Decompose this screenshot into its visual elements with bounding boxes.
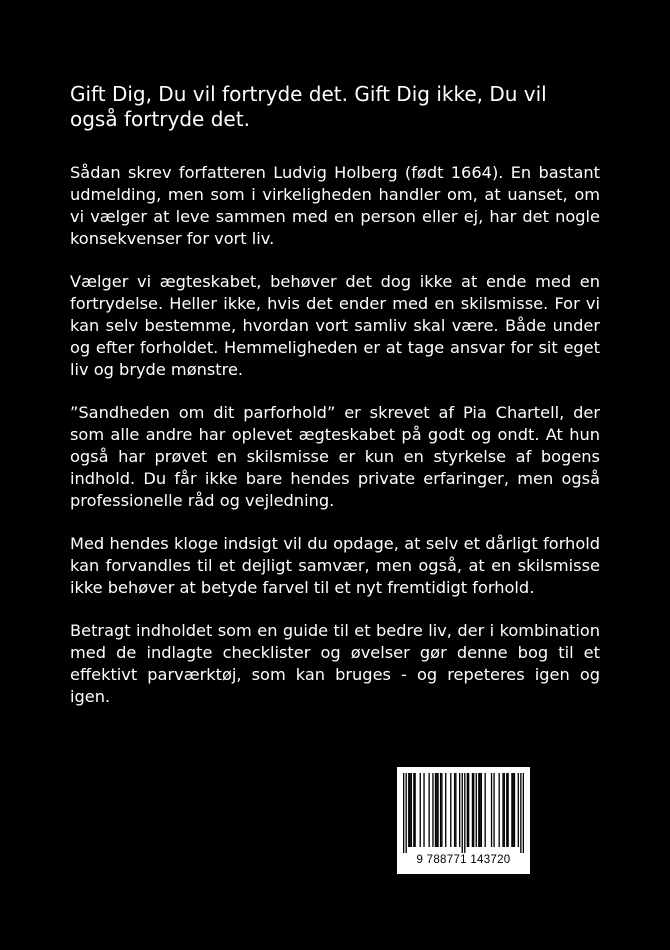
paragraph-3: ”Sandheden om dit parforhold” er skrevet af Pia Chartell, der som alle andre har oplevet ægteskabet på godt og ondt. At hun også har prøvet en skilsmisse er kun en styrkelse af bogens indhold. Du får ikke bare hendes private erfaringer, men også professionelle råd og vejledning. <box>70 403 600 510</box>
barcode-bar <box>441 773 442 847</box>
barcode-bar <box>473 773 474 847</box>
isbn-barcode <box>397 767 530 874</box>
barcode-bar <box>406 773 407 853</box>
paragraph-1: Sådan skrev forfatteren Ludvig Holberg (født 1664). En bastant udmelding, men som i virkeligheden handler om, at uanset, om vi vælger at leve sammen med en person eller ej, har det nogle konsekvenser for vort liv. <box>70 163 600 248</box>
paragraph-5: Betragt indholdet som en guide til et bedre liv, der i kombination med de indlagte checklister og øvelser gør denne bog til et effektivt parværktøj, som kan bruges - og repeteres igen og igen. <box>70 621 600 706</box>
barcode-bar <box>455 773 456 847</box>
barcode-bar <box>432 773 433 847</box>
barcode-bar <box>445 773 446 847</box>
barcode-bar <box>437 773 438 847</box>
barcode-bar <box>435 773 436 847</box>
paragraph-2: Vælger vi ægteskabet, behøver det dog ikke at ende med en fortrydelse. Heller ikke, hvis det ender med en skilsmisse. For vi kan selv bestemme, hvordan vort samliv skal være. Både under og efter forholdet. Hemmeligheden er at tage ansvar for sit eget liv og bryde mønstre. <box>70 272 600 379</box>
barcode-bar <box>413 773 414 847</box>
barcode-bar <box>472 773 473 847</box>
barcode-digits: 9 788771 143720 <box>416 854 511 866</box>
barcode-bar <box>504 773 505 847</box>
barcode-bar <box>420 773 421 847</box>
barcode-bar <box>491 773 492 847</box>
barcode-bar <box>411 773 412 847</box>
barcode-bar <box>481 773 482 847</box>
barcode-bar <box>478 773 479 847</box>
barcode-bars <box>403 773 524 853</box>
barcode-bar <box>464 773 465 853</box>
barcode-bar <box>454 773 455 847</box>
barcode-bar <box>450 773 451 847</box>
barcode-bar <box>499 773 500 847</box>
barcode-bar <box>502 773 503 847</box>
barcode-bar <box>408 773 409 847</box>
barcode-bar <box>467 773 468 847</box>
barcode-bar <box>513 773 514 847</box>
barcode-bar <box>440 773 441 847</box>
barcode-bar <box>459 773 460 847</box>
barcode-bar <box>462 773 463 853</box>
barcode-bar <box>403 773 404 853</box>
barcode-bar <box>414 773 415 847</box>
barcode-bar <box>485 773 486 847</box>
barcode-bar <box>428 773 429 847</box>
barcode-bar <box>514 773 515 847</box>
barcode-bar <box>493 773 494 847</box>
headline-line-1: Gift Dig, Du vil fortryde det. Gift Dig ikke, Du vil <box>70 82 547 106</box>
barcode-bar <box>476 773 477 847</box>
barcode-bar <box>507 773 508 847</box>
paragraph-4: Med hendes kloge indsigt vil du opdage, at selv et dårligt forhold kan forvandles til et dejligt samvær, men også, at en skilsmisse ikke behøver at betyde farvel til et nyt fremtidigt forhold. <box>70 534 600 597</box>
headline <box>70 82 600 132</box>
barcode-bar <box>409 773 410 847</box>
barcode-bar <box>523 773 524 853</box>
barcode-bar <box>479 773 480 847</box>
blurb-text <box>70 82 600 729</box>
barcode-bar <box>518 773 519 847</box>
barcode-bar <box>423 773 424 847</box>
headline-line-2: også fortryde det. <box>70 107 250 131</box>
barcode-bar <box>511 773 512 847</box>
barcode-bar <box>506 773 507 847</box>
barcode-bar <box>468 773 469 847</box>
barcode-bar <box>520 773 521 853</box>
barcode-bar <box>436 773 437 847</box>
